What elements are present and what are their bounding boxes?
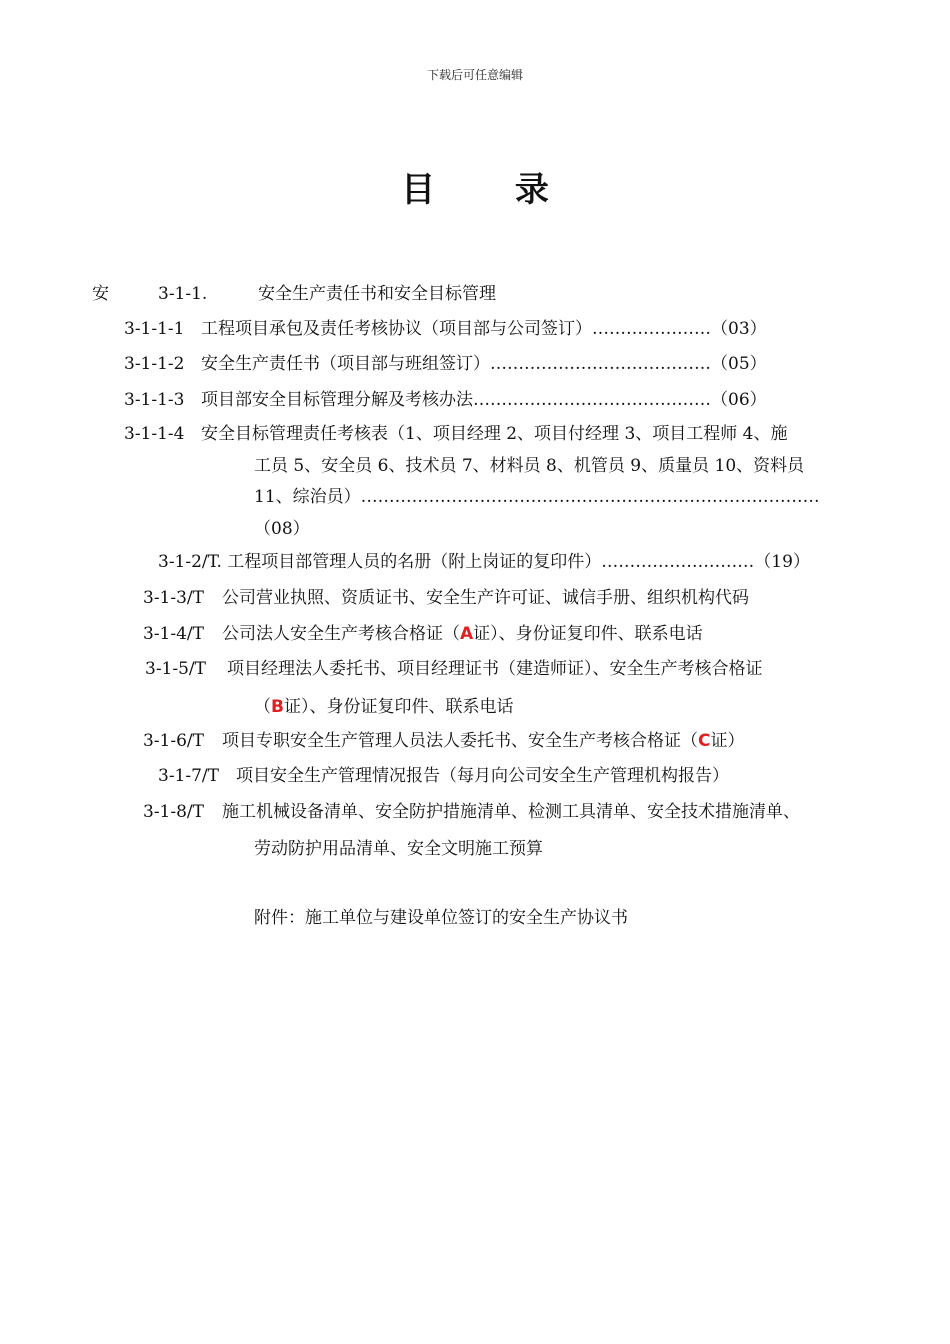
toc-item-link[interactable]: 工程项目承包及责任考核协议（项目部与公司签订）…………………（03） — [201, 319, 767, 339]
toc-section-number: 3-1-1. — [158, 284, 208, 304]
toc-section-lead: 安 — [92, 284, 109, 304]
cert-grade-mark: C — [698, 731, 711, 751]
toc-item-link[interactable]: 项目经理法人委托书、项目经理证书（建造师证）、安全生产考核合格证 — [227, 659, 763, 679]
cert-grade-mark: B — [271, 697, 284, 717]
toc-item-link[interactable]: 3-1-2/T. 工程项目部管理人员的名册（附上岗证的复印件）………………………（19） — [158, 552, 810, 572]
toc-item-link[interactable] — [222, 730, 744, 752]
toc-item-number: 3-1-4/T — [143, 624, 205, 644]
toc-item-number: 3-1-6/T — [143, 731, 205, 751]
toc-item-continuation — [254, 696, 513, 718]
appendix-note: 附件：施工单位与建设单位签订的安全生产协议书 — [254, 908, 628, 928]
page-title: 目 录 — [401, 170, 583, 210]
toc-item-page: （08） — [254, 519, 310, 539]
toc-item-link[interactable] — [222, 623, 703, 645]
toc-item-number: 3-1-1-1 — [124, 319, 185, 339]
toc-item-text: 项目专职安全生产管理人员法人委托书、安全生产考核合格证（ — [222, 731, 698, 751]
toc-item-number: 3-1-1-3 — [124, 390, 185, 410]
toc-item-link[interactable]: 项目安全生产管理情况报告（每月向公司安全生产管理机构报告） — [236, 766, 729, 786]
toc-item-text: （ — [254, 697, 271, 717]
toc-item-text: 证）、身份证复印件、联系电话 — [283, 697, 514, 717]
toc-item-continuation: 11、综治员）……………………………………………………………………… — [254, 487, 820, 507]
toc-item-number: 3-1-7/T — [158, 766, 220, 786]
toc-item-number: 3-1-8/T — [143, 802, 205, 822]
toc-item-link[interactable]: 安全目标管理责任考核表（1、项目经理 2、项目付经理 3、项目工程师 4、施 — [201, 424, 788, 444]
toc-item-number: 3-1-5/T — [145, 659, 207, 679]
toc-item-continuation: 工员 5、安全员 6、技术员 7、材料员 8、机管员 9、质量员 10、资料员 — [254, 456, 805, 476]
toc-item-number: 3-1-1-2 — [124, 354, 185, 374]
toc-section-title: 安全生产责任书和安全目标管理 — [258, 284, 496, 304]
toc-item-text: 证）、身份证复印件、联系电话 — [473, 624, 703, 644]
cert-grade-mark: A — [460, 624, 474, 644]
toc-item-link[interactable]: 公司营业执照、资质证书、安全生产许可证、诚信手册、组织机构代码 — [222, 588, 749, 608]
toc-item-link[interactable]: 安全生产责任书（项目部与班组签订）…………………………………（05） — [201, 354, 767, 374]
toc-item-number: 3-1-1-4 — [124, 424, 185, 444]
toc-item-text: 公司法人安全生产考核合格证（ — [222, 624, 460, 644]
toc-item-link[interactable]: 项目部安全目标管理分解及考核办法……………………………………（06） — [201, 390, 767, 410]
toc-item-link[interactable]: 施工机械设备清单、安全防护措施清单、检测工具清单、安全技术措施清单、 — [222, 802, 800, 822]
toc-item-continuation: 劳动防护用品清单、安全文明施工预算 — [254, 839, 543, 859]
toc-item-number: 3-1-3/T — [143, 588, 205, 608]
toc-item-text: 证） — [710, 731, 745, 751]
page-header: 下载后可任意编辑 — [426, 68, 523, 82]
